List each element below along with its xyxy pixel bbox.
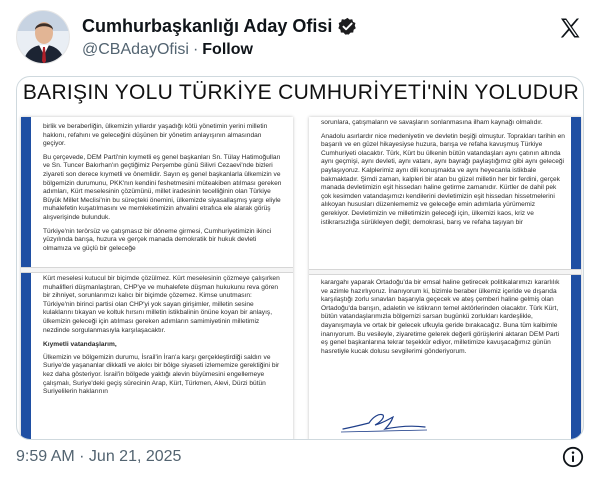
handle[interactable]: @CBAdayOfisi bbox=[82, 41, 189, 58]
display-name[interactable]: Cumhurbaşkanlığı Aday Ofisi bbox=[82, 15, 333, 36]
paragraph: karargahı yaparak Ortadoğu'da bir emsal haline getirecek politikalarımızı kararlılık ve azimle hazırlıyoruz. İnanıyorum ki, bizimle beraber ülkemiz içeride ve dışarıda karşılaştığı zorlu sınavları başarıyla geçecek ve ateş çemberi haline gelmiş olan Ortadoğu'da barışın, adaletin ve istikrarın temel aktörlerinden olacaktır. Türk Kürt, bütün vatandaşlarımızla bölgemizi sarsan bugünkü zorlukları kardeşlikle, dayanışmayla ve ortak bir gelecek ufkuyla geride bırakacağız. Buna tüm kalbimle inanıyorum. Bu vesileyle, ziyaretime gelerek değerli görüşlerini aktaran DEM Parti eş genel başkanlarına tekrar teşekkür ediyor, milletimize kavuşacağımız günün hasretiyle kucak dolusu sevgilerimi gönderiyorum. bbox=[321, 279, 560, 355]
page-right-text bbox=[321, 117, 565, 232]
display-name-row bbox=[82, 14, 357, 38]
handle-row bbox=[82, 41, 357, 59]
page-right-text-lower bbox=[321, 279, 565, 361]
tweet-timestamp[interactable]: 9:59 AM · Jun 21, 2025 bbox=[16, 448, 182, 465]
document-page-left bbox=[21, 117, 293, 440]
paragraph: Kürt meselesi kutucul bir biçimde çözülmez. Kürt meselesinin çözmeye çalışırken muhalifleri düşmanlaştıran, CHP'ye ve muhalefete düşman hukukunu reva gören bir zihniyet, sorunlarımızı kalıcı bir biçimde çözemez. Kimse unutmasın: Türkiye'nin birinci partisi olan CHP'yi yok sayan girişimler, milletin sesine kulaklarını tıkayan ve koltuk hırsını milletin istikbalinin önüne koyan bir anlayış, ülkemizin geleceği için atılması gereken adımların samimiyetinin milletimiz nezdinde sorgulanmasıyla karşılaşacaktır. bbox=[43, 275, 280, 334]
avatar-portrait-icon bbox=[17, 11, 70, 64]
paragraph: birlik ve beraberliğin, ülkemizin yıllardır yaşadığı kötü yönetimin yerini milletin hakkını, refahını ve geleceğini düşünen bir yönetim anlayışının almasından geçiyor. bbox=[43, 123, 268, 148]
x-logo-icon[interactable] bbox=[558, 16, 582, 40]
avatar[interactable] bbox=[16, 10, 70, 64]
document-page-right bbox=[309, 117, 581, 440]
media-headline: BARIŞIN YOLU TÜRKİYE CUMHURİYETİ'NİN YOLUDUR bbox=[22, 81, 580, 104]
info-icon[interactable] bbox=[562, 446, 584, 468]
paragraph: Anadolu asırlardır nice medeniyetin ve devletin beşiği olmuştur. Toprakları tarihin en başarılı ve en güzel hikayesiyse huzura, barışa ve refaha kavuşmuş Türkiye Cumhuriyeti olacaktır. Türk, Kürt bu ülkenin bütün vatandaşları aynı çatının altında aynı geçmişi, aynı devleti, aynı vatanı, aynı bayrağı paylaştığımız gibi aynı geleceği paylaşıyoruz. Kalplerimiz aynı dili konuşmakta ve aynı heyecanla istikbale bakmaktadır. Şimdi zaman, kalpleri bir atan bu güzel milletin her bir ferdini, gerçek manada devletimizin eşit hissedarı haline getirme zamanıdır. Kürtler de dahil pek çok kesimden vatandaşımızı kendilerini devletimizin eşit hissedarı hissetmelerini alıkoyan hususları düzenlememiz ve geleceğe emin adımlarla yürümemiz gerekiyor. Devletimizin ve milletimizin geleceği için, ülkemizi kaos, kriz ve istikrarsızlığa sürükleyen değil; demokrasi, barış ve refaha taşıyan bir bbox=[321, 132, 565, 226]
paragraph-heading: Kıymetli vatandaşlarım, bbox=[43, 341, 117, 349]
paragraph: Ülkemizin ve bölgemizin durumu, İsrail'in İran'a karşı gerçekleştirdiği saldırı ve Suriye'de yaşananlar dikkatli ve akılcı bir bölge siyaseti izlememize gerektiğini bir kez daha gösteriyor. İsrail'in bölgede yaktığı alevin büyümesini engellemeye çalışmalı, Suriye'deki geçiş sürecinin Arap, Kürt, Türkmen, Alevi, Dürzi bütün Suriyelilerin haklarının bbox=[43, 353, 280, 396]
tweet-media-image[interactable] bbox=[16, 76, 584, 440]
follow-button[interactable]: Follow bbox=[202, 41, 253, 58]
page-left-text bbox=[43, 117, 285, 258]
paragraph: sorunlara, çatışmaların ve savaşların sonlanmasına ilham kaynağı olmalıdır. bbox=[321, 119, 543, 126]
page-left-text-lower bbox=[43, 275, 285, 402]
separator-dot: · bbox=[192, 41, 199, 58]
tweet-header bbox=[16, 10, 584, 70]
page-tear-divider bbox=[309, 269, 581, 275]
page-tear-divider bbox=[21, 267, 293, 273]
page-accent-bar bbox=[571, 117, 581, 440]
paragraph: Türkiye'nin terörsüz ve çatışmasız bir döneme girmesi, Cumhuriyetimizin ikinci yüzyılında barışa, huzura ve gerçek manada demokratik bir hukuk devleti olmamıza ve güçlü bir geleceğe bbox=[43, 227, 272, 252]
signature-icon bbox=[339, 409, 429, 435]
tweet-footer bbox=[16, 446, 584, 470]
paragraph: Bu çerçevede, DEM Parti'nin kıymetli eş genel başkanları Sn. Tülay Hatimoğulları ve Sn. Tuncer Bakırhan'ın geçtiğimiz Perşembe günü Silivri Cezaevi'nde bizleri ziyareti son derece kıymetli ve önemlidir. Sayın eş genel başkanlarla ülkemizin ve bölgemizin durumunu, PKK'nın kendini feshetmesini müteakiben atılması gereken adımları, Kürt meselesinin çözümünü, millet iradesinin tecelliğinin olan Türkiye Büyük Millet Meclisi'nin bu süreçteki önemini, ülkemizde siyasallaşmış yargı eliyle muhalefetin kuşatılmasını ve memleketimizin ahvalini etrafıca ele alarak görüş alışverişinde bulunduk. bbox=[43, 153, 282, 221]
verified-badge-icon[interactable] bbox=[338, 17, 357, 36]
author-block bbox=[82, 14, 357, 59]
page-accent-bar bbox=[21, 117, 31, 440]
